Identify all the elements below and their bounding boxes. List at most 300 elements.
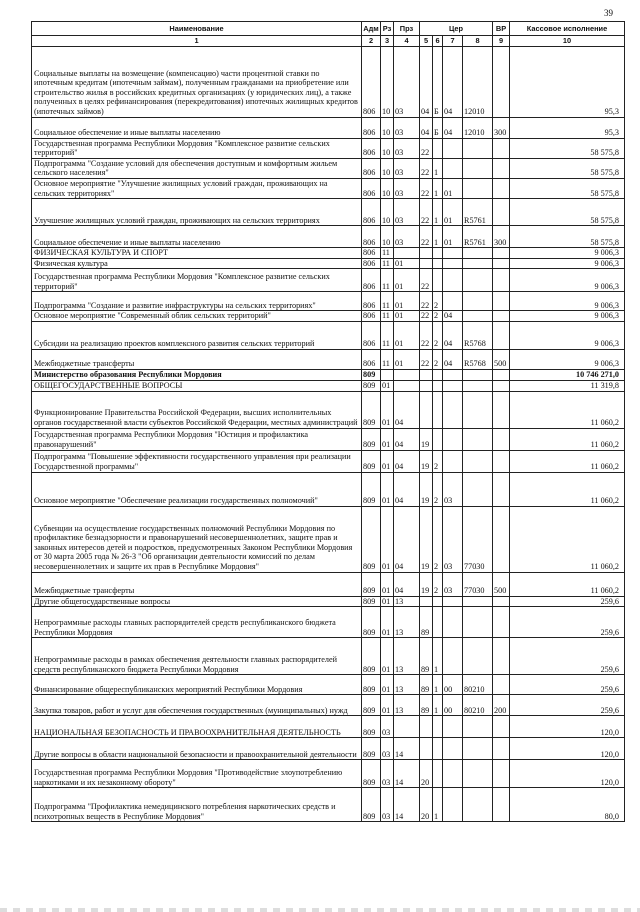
- row-prz: 14: [394, 738, 420, 760]
- header-exec: Кассовое исполнение: [510, 22, 625, 36]
- table-row: [32, 46, 625, 117]
- row-prz: 04: [394, 506, 420, 572]
- row-vr: [493, 248, 510, 259]
- row-rz: 01: [381, 638, 394, 675]
- row-rz: 10: [381, 117, 394, 138]
- row-cer-program: 19: [420, 428, 433, 450]
- row-amount: 11 060,2: [510, 472, 625, 506]
- row-cer-sub: [433, 258, 443, 269]
- row-cer-sub: 2: [433, 450, 443, 472]
- row-cer-event: [443, 428, 463, 450]
- row-rz: 03: [381, 738, 394, 760]
- row-rz: 11: [381, 248, 394, 259]
- col-index: 4: [394, 36, 420, 47]
- row-name: Субсидии на реализацию проектов комплексного развития сельских территорий: [32, 321, 362, 349]
- row-cer-program: 89: [420, 675, 433, 695]
- row-cer-event: 04: [443, 321, 463, 349]
- row-amount: 9 006,3: [510, 349, 625, 369]
- table-row: [32, 178, 625, 198]
- row-cer-event: 01: [443, 199, 463, 226]
- row-amount: 9 006,3: [510, 258, 625, 269]
- row-adm: 809: [362, 607, 381, 638]
- row-prz: 01: [394, 269, 420, 292]
- row-vr: [493, 321, 510, 349]
- row-cer-program: 04: [420, 117, 433, 138]
- row-rz: 10: [381, 178, 394, 198]
- row-cer-direction: [463, 428, 493, 450]
- row-amount: 95,3: [510, 117, 625, 138]
- table-row: [32, 716, 625, 738]
- row-name: Финансирование общереспубликанских мероприятий Республики Мордовия: [32, 675, 362, 695]
- row-cer-event: 04: [443, 311, 463, 322]
- row-cer-program: 22: [420, 321, 433, 349]
- row-amount: 58 575,8: [510, 226, 625, 248]
- table-row: [32, 226, 625, 248]
- row-rz: 01: [381, 450, 394, 472]
- row-name: Межбюджетные трансферты: [32, 572, 362, 596]
- row-cer-event: [443, 258, 463, 269]
- row-cer-event: [443, 596, 463, 607]
- row-name: Основное мероприятие "Улучшение жилищных условий граждан, проживающих на сельских территориях": [32, 178, 362, 198]
- row-name: Основное мероприятие "Современный облик сельских территорий": [32, 311, 362, 322]
- row-adm: 806: [362, 311, 381, 322]
- row-vr: [493, 675, 510, 695]
- row-rz: 01: [381, 596, 394, 607]
- row-cer-event: [443, 607, 463, 638]
- row-adm: 809: [362, 716, 381, 738]
- page-number: 39: [604, 8, 613, 18]
- row-cer-event: 00: [443, 695, 463, 716]
- row-cer-direction: [463, 391, 493, 428]
- row-prz: 01: [394, 349, 420, 369]
- row-name: Непрограммные расходы главных распорядителей средств республиканского бюджета Республики Мордовия: [32, 607, 362, 638]
- row-cer-sub: 2: [433, 321, 443, 349]
- table-row: [32, 506, 625, 572]
- row-amount: 9 006,3: [510, 292, 625, 311]
- row-cer-event: 03: [443, 572, 463, 596]
- row-prz: 04: [394, 391, 420, 428]
- row-cer-event: [443, 269, 463, 292]
- row-rz: 11: [381, 349, 394, 369]
- row-name: Подпрограмма "Создание условий для обеспечения доступным и комфортным жильем сельского населения": [32, 158, 362, 178]
- row-cer-direction: [463, 760, 493, 788]
- row-rz: 10: [381, 138, 394, 158]
- row-cer-program: 89: [420, 638, 433, 675]
- row-name: Министерство образования Республики Мордовия: [32, 369, 362, 380]
- table-row: [32, 760, 625, 788]
- col-index: 1: [32, 36, 362, 47]
- row-amount: 58 575,8: [510, 199, 625, 226]
- row-cer-program: [420, 596, 433, 607]
- header-vr: ВР: [493, 22, 510, 36]
- row-rz: 01: [381, 506, 394, 572]
- table-row: [32, 321, 625, 349]
- row-cer-sub: 1: [433, 675, 443, 695]
- row-cer-direction: [463, 269, 493, 292]
- row-cer-sub: 2: [433, 472, 443, 506]
- row-rz: 03: [381, 760, 394, 788]
- row-adm: 809: [362, 596, 381, 607]
- row-amount: 58 575,8: [510, 158, 625, 178]
- col-index: 2: [362, 36, 381, 47]
- row-amount: 259,6: [510, 596, 625, 607]
- row-name: Основное мероприятие "Обеспечение реализации государственных полномочий": [32, 472, 362, 506]
- row-amount: 10 746 271,0: [510, 369, 625, 380]
- row-amount: 259,6: [510, 638, 625, 675]
- row-rz: 01: [381, 695, 394, 716]
- row-amount: 9 006,3: [510, 248, 625, 259]
- row-cer-program: 22: [420, 292, 433, 311]
- row-vr: 500: [493, 572, 510, 596]
- row-cer-event: [443, 716, 463, 738]
- table-row: [32, 788, 625, 822]
- row-cer-direction: [463, 380, 493, 391]
- row-amount: 259,6: [510, 695, 625, 716]
- table-row: [32, 738, 625, 760]
- row-name: НАЦИОНАЛЬНАЯ БЕЗОПАСНОСТЬ И ПРАВООХРАНИТЕЛЬНАЯ ДЕЯТЕЛЬНОСТЬ: [32, 716, 362, 738]
- row-cer-sub: Б: [433, 46, 443, 117]
- row-amount: 11 060,2: [510, 572, 625, 596]
- table-row: [32, 380, 625, 391]
- row-cer-sub: [433, 760, 443, 788]
- col-index: 10: [510, 36, 625, 47]
- row-cer-sub: [433, 607, 443, 638]
- row-cer-program: [420, 380, 433, 391]
- row-vr: 200: [493, 695, 510, 716]
- row-amount: 259,6: [510, 675, 625, 695]
- row-cer-sub: [433, 248, 443, 259]
- row-cer-program: [420, 258, 433, 269]
- row-cer-event: [443, 638, 463, 675]
- row-cer-event: [443, 391, 463, 428]
- row-name: Государственная программа Республики Мордовия "Комплексное развитие сельских территорий": [32, 138, 362, 158]
- row-cer-direction: [463, 369, 493, 380]
- row-cer-direction: [463, 178, 493, 198]
- row-rz: 01: [381, 428, 394, 450]
- table-row: [32, 675, 625, 695]
- row-name: Другие вопросы в области национальной безопасности и правоохранительной деятельности: [32, 738, 362, 760]
- row-rz: [381, 369, 394, 380]
- row-adm: 809: [362, 380, 381, 391]
- row-cer-sub: [433, 738, 443, 760]
- row-cer-program: [420, 391, 433, 428]
- row-cer-direction: [463, 450, 493, 472]
- row-cer-program: 22: [420, 269, 433, 292]
- row-cer-event: [443, 369, 463, 380]
- row-vr: [493, 258, 510, 269]
- row-amount: 11 060,2: [510, 506, 625, 572]
- row-adm: 806: [362, 349, 381, 369]
- row-cer-sub: 1: [433, 788, 443, 822]
- row-cer-program: 89: [420, 695, 433, 716]
- header-row: [32, 22, 625, 36]
- row-cer-direction: [463, 311, 493, 322]
- row-prz: 13: [394, 596, 420, 607]
- row-name: Субвенции на осуществление государственных полномочий Республики Мордовия по профилактике безнадзорности и правонарушений несовершеннолетних, защите прав и законных интересов детей и подростков, предусмотренных Законом Республики Мордовия от 30 марта 2005 года № 26-З "Об организации деятельности комиссий по делам несовершеннолетних и защите их прав в Республике Мордовия": [32, 506, 362, 572]
- row-cer-direction: R5768: [463, 321, 493, 349]
- row-cer-event: [443, 450, 463, 472]
- col-index: 3: [381, 36, 394, 47]
- row-vr: [493, 472, 510, 506]
- table-row: [32, 117, 625, 138]
- row-prz: 03: [394, 158, 420, 178]
- column-index-row: [32, 36, 625, 47]
- row-prz: [394, 248, 420, 259]
- table-row: [32, 311, 625, 322]
- row-prz: 04: [394, 428, 420, 450]
- row-cer-event: [443, 760, 463, 788]
- row-name: Социальное обеспечение и иные выплаты населению: [32, 226, 362, 248]
- row-cer-direction: [463, 292, 493, 311]
- table-row: [32, 138, 625, 158]
- row-amount: 9 006,3: [510, 311, 625, 322]
- row-adm: 809: [362, 472, 381, 506]
- row-cer-event: 04: [443, 117, 463, 138]
- row-cer-direction: [463, 607, 493, 638]
- row-adm: 809: [362, 450, 381, 472]
- row-amount: 80,0: [510, 788, 625, 822]
- table-row: [32, 695, 625, 716]
- table-row: [32, 450, 625, 472]
- row-cer-program: [420, 248, 433, 259]
- row-cer-event: [443, 248, 463, 259]
- row-cer-direction: 80210: [463, 695, 493, 716]
- row-rz: 11: [381, 321, 394, 349]
- row-adm: 809: [362, 369, 381, 380]
- row-cer-program: 20: [420, 788, 433, 822]
- row-cer-direction: 80210: [463, 675, 493, 695]
- row-prz: 13: [394, 675, 420, 695]
- row-cer-program: 22: [420, 178, 433, 198]
- row-prz: 14: [394, 788, 420, 822]
- row-cer-sub: 2: [433, 572, 443, 596]
- row-cer-program: 19: [420, 506, 433, 572]
- col-index: 6: [433, 36, 443, 47]
- row-prz: 03: [394, 117, 420, 138]
- row-cer-program: 22: [420, 226, 433, 248]
- row-cer-direction: 77030: [463, 572, 493, 596]
- row-prz: 01: [394, 258, 420, 269]
- row-cer-program: 04: [420, 46, 433, 117]
- row-cer-sub: 1: [433, 638, 443, 675]
- row-rz: 11: [381, 311, 394, 322]
- row-prz: [394, 716, 420, 738]
- row-adm: 809: [362, 391, 381, 428]
- row-vr: 300: [493, 226, 510, 248]
- row-cer-sub: 1: [433, 199, 443, 226]
- row-cer-sub: 2: [433, 292, 443, 311]
- row-vr: 500: [493, 349, 510, 369]
- row-cer-event: [443, 158, 463, 178]
- row-cer-event: 00: [443, 675, 463, 695]
- row-cer-direction: [463, 248, 493, 259]
- row-cer-program: 22: [420, 138, 433, 158]
- row-adm: 809: [362, 638, 381, 675]
- table-row: [32, 199, 625, 226]
- row-amount: 120,0: [510, 760, 625, 788]
- row-name: Подпрограмма "Создание и развитие инфраструктуры на сельских территориях": [32, 292, 362, 311]
- row-cer-sub: 1: [433, 158, 443, 178]
- row-prz: 03: [394, 138, 420, 158]
- row-prz: 04: [394, 572, 420, 596]
- row-prz: 04: [394, 450, 420, 472]
- row-vr: [493, 607, 510, 638]
- row-prz: 03: [394, 199, 420, 226]
- row-cer-program: 22: [420, 311, 433, 322]
- row-vr: [493, 369, 510, 380]
- header-name: Наименование: [32, 22, 362, 36]
- row-adm: 809: [362, 695, 381, 716]
- row-rz: 01: [381, 391, 394, 428]
- table-body: [32, 46, 625, 822]
- row-cer-direction: [463, 788, 493, 822]
- row-vr: [493, 311, 510, 322]
- row-cer-event: [443, 138, 463, 158]
- row-rz: 10: [381, 226, 394, 248]
- row-name: Улучшение жилищных условий граждан, проживающих на сельских территориях: [32, 199, 362, 226]
- row-rz: 01: [381, 572, 394, 596]
- row-adm: 806: [362, 178, 381, 198]
- row-name: Непрограммные расходы в рамках обеспечения деятельности главных распорядителей средств республиканского бюджета Республики Мордовия: [32, 638, 362, 675]
- row-vr: [493, 158, 510, 178]
- row-cer-event: 01: [443, 178, 463, 198]
- table-row: [32, 292, 625, 311]
- row-cer-event: [443, 738, 463, 760]
- row-cer-sub: 2: [433, 349, 443, 369]
- row-adm: 809: [362, 738, 381, 760]
- row-cer-direction: 12010: [463, 117, 493, 138]
- row-amount: 58 575,8: [510, 138, 625, 158]
- row-cer-program: 22: [420, 158, 433, 178]
- row-name: Закупка товаров, работ и услуг для обеспечения государственных (муниципальных) нужд: [32, 695, 362, 716]
- row-cer-program: 19: [420, 472, 433, 506]
- row-cer-sub: [433, 391, 443, 428]
- table-row: [32, 158, 625, 178]
- row-rz: 10: [381, 46, 394, 117]
- row-amount: 9 006,3: [510, 321, 625, 349]
- row-prz: 01: [394, 292, 420, 311]
- row-vr: [493, 738, 510, 760]
- row-prz: [394, 369, 420, 380]
- row-cer-sub: Б: [433, 117, 443, 138]
- row-cer-sub: 2: [433, 311, 443, 322]
- table-row: [32, 428, 625, 450]
- row-vr: 300: [493, 117, 510, 138]
- row-cer-direction: [463, 258, 493, 269]
- row-rz: 03: [381, 788, 394, 822]
- row-adm: 806: [362, 269, 381, 292]
- row-cer-program: [420, 716, 433, 738]
- table-row: [32, 596, 625, 607]
- row-cer-direction: R5768: [463, 349, 493, 369]
- row-prz: 13: [394, 695, 420, 716]
- row-prz: 01: [394, 311, 420, 322]
- table-row: [32, 391, 625, 428]
- row-prz: 14: [394, 760, 420, 788]
- row-adm: 806: [362, 292, 381, 311]
- row-vr: [493, 292, 510, 311]
- row-vr: [493, 638, 510, 675]
- row-prz: 01: [394, 321, 420, 349]
- row-cer-sub: [433, 716, 443, 738]
- row-adm: 806: [362, 226, 381, 248]
- row-cer-direction: [463, 596, 493, 607]
- row-rz: 11: [381, 258, 394, 269]
- scan-edge-artifact: [0, 908, 640, 912]
- row-name: Межбюджетные трансферты: [32, 349, 362, 369]
- row-name: Подпрограмма "Профилактика немедицинского потребления наркотических средств и психотропных веществ в Республике Мордовия": [32, 788, 362, 822]
- row-cer-event: [443, 292, 463, 311]
- row-adm: 806: [362, 258, 381, 269]
- row-adm: 806: [362, 46, 381, 117]
- row-cer-event: 04: [443, 46, 463, 117]
- row-cer-sub: [433, 596, 443, 607]
- col-index: 9: [493, 36, 510, 47]
- row-adm: 806: [362, 117, 381, 138]
- row-cer-direction: [463, 716, 493, 738]
- row-rz: 11: [381, 269, 394, 292]
- row-name: Государственная программа Республики Мордовия "Противодействие злоупотреблению наркотиками и их незаконному обороту": [32, 760, 362, 788]
- row-vr: [493, 391, 510, 428]
- row-cer-event: 01: [443, 226, 463, 248]
- table-row: [32, 269, 625, 292]
- row-cer-event: 03: [443, 472, 463, 506]
- row-cer-program: [420, 369, 433, 380]
- row-adm: 809: [362, 506, 381, 572]
- row-cer-sub: 1: [433, 178, 443, 198]
- row-cer-program: 19: [420, 572, 433, 596]
- row-name: Социальное обеспечение и иные выплаты населению: [32, 117, 362, 138]
- col-index: 5: [420, 36, 433, 47]
- row-prz: 13: [394, 607, 420, 638]
- row-cer-direction: R5761: [463, 199, 493, 226]
- row-name: Физическая культура: [32, 258, 362, 269]
- row-adm: 806: [362, 321, 381, 349]
- row-cer-sub: [433, 428, 443, 450]
- table-row: [32, 258, 625, 269]
- row-cer-direction: [463, 138, 493, 158]
- row-adm: 806: [362, 158, 381, 178]
- table-row: [32, 472, 625, 506]
- row-name: Социальные выплаты на возмещение (компенсацию) части процентной ставки по ипотечным кредитам (ипотечным займам), полученным гражданами на приобретение или строительство жилья в российских кредитных организациях (у юридических лиц), а также полученных в целях рефинансирования (перекредитования) ипотечных жилищных кредитов (ипотечных займов): [32, 46, 362, 117]
- row-adm: 806: [362, 138, 381, 158]
- row-cer-sub: [433, 380, 443, 391]
- row-rz: 01: [381, 607, 394, 638]
- row-name: Государственная программа Республики Мордовия "Комплексное развитие сельских территорий": [32, 269, 362, 292]
- row-name: Функционирование Правительства Российской Федерации, высших исполнительных органов государственной власти субъектов Российской Федерации, местных администраций: [32, 391, 362, 428]
- row-vr: [493, 760, 510, 788]
- row-vr: [493, 199, 510, 226]
- table-row: [32, 369, 625, 380]
- row-vr: [493, 788, 510, 822]
- row-cer-direction: [463, 158, 493, 178]
- row-prz: 13: [394, 638, 420, 675]
- row-prz: 03: [394, 46, 420, 117]
- row-adm: 806: [362, 199, 381, 226]
- row-cer-event: [443, 788, 463, 822]
- row-adm: 809: [362, 760, 381, 788]
- row-cer-event: [443, 380, 463, 391]
- row-adm: 809: [362, 675, 381, 695]
- row-rz: 01: [381, 380, 394, 391]
- row-rz: 03: [381, 716, 394, 738]
- row-amount: 11 060,2: [510, 450, 625, 472]
- row-adm: 809: [362, 428, 381, 450]
- row-cer-direction: [463, 638, 493, 675]
- row-amount: 120,0: [510, 738, 625, 760]
- header-cer: Цер: [420, 22, 493, 36]
- row-vr: [493, 450, 510, 472]
